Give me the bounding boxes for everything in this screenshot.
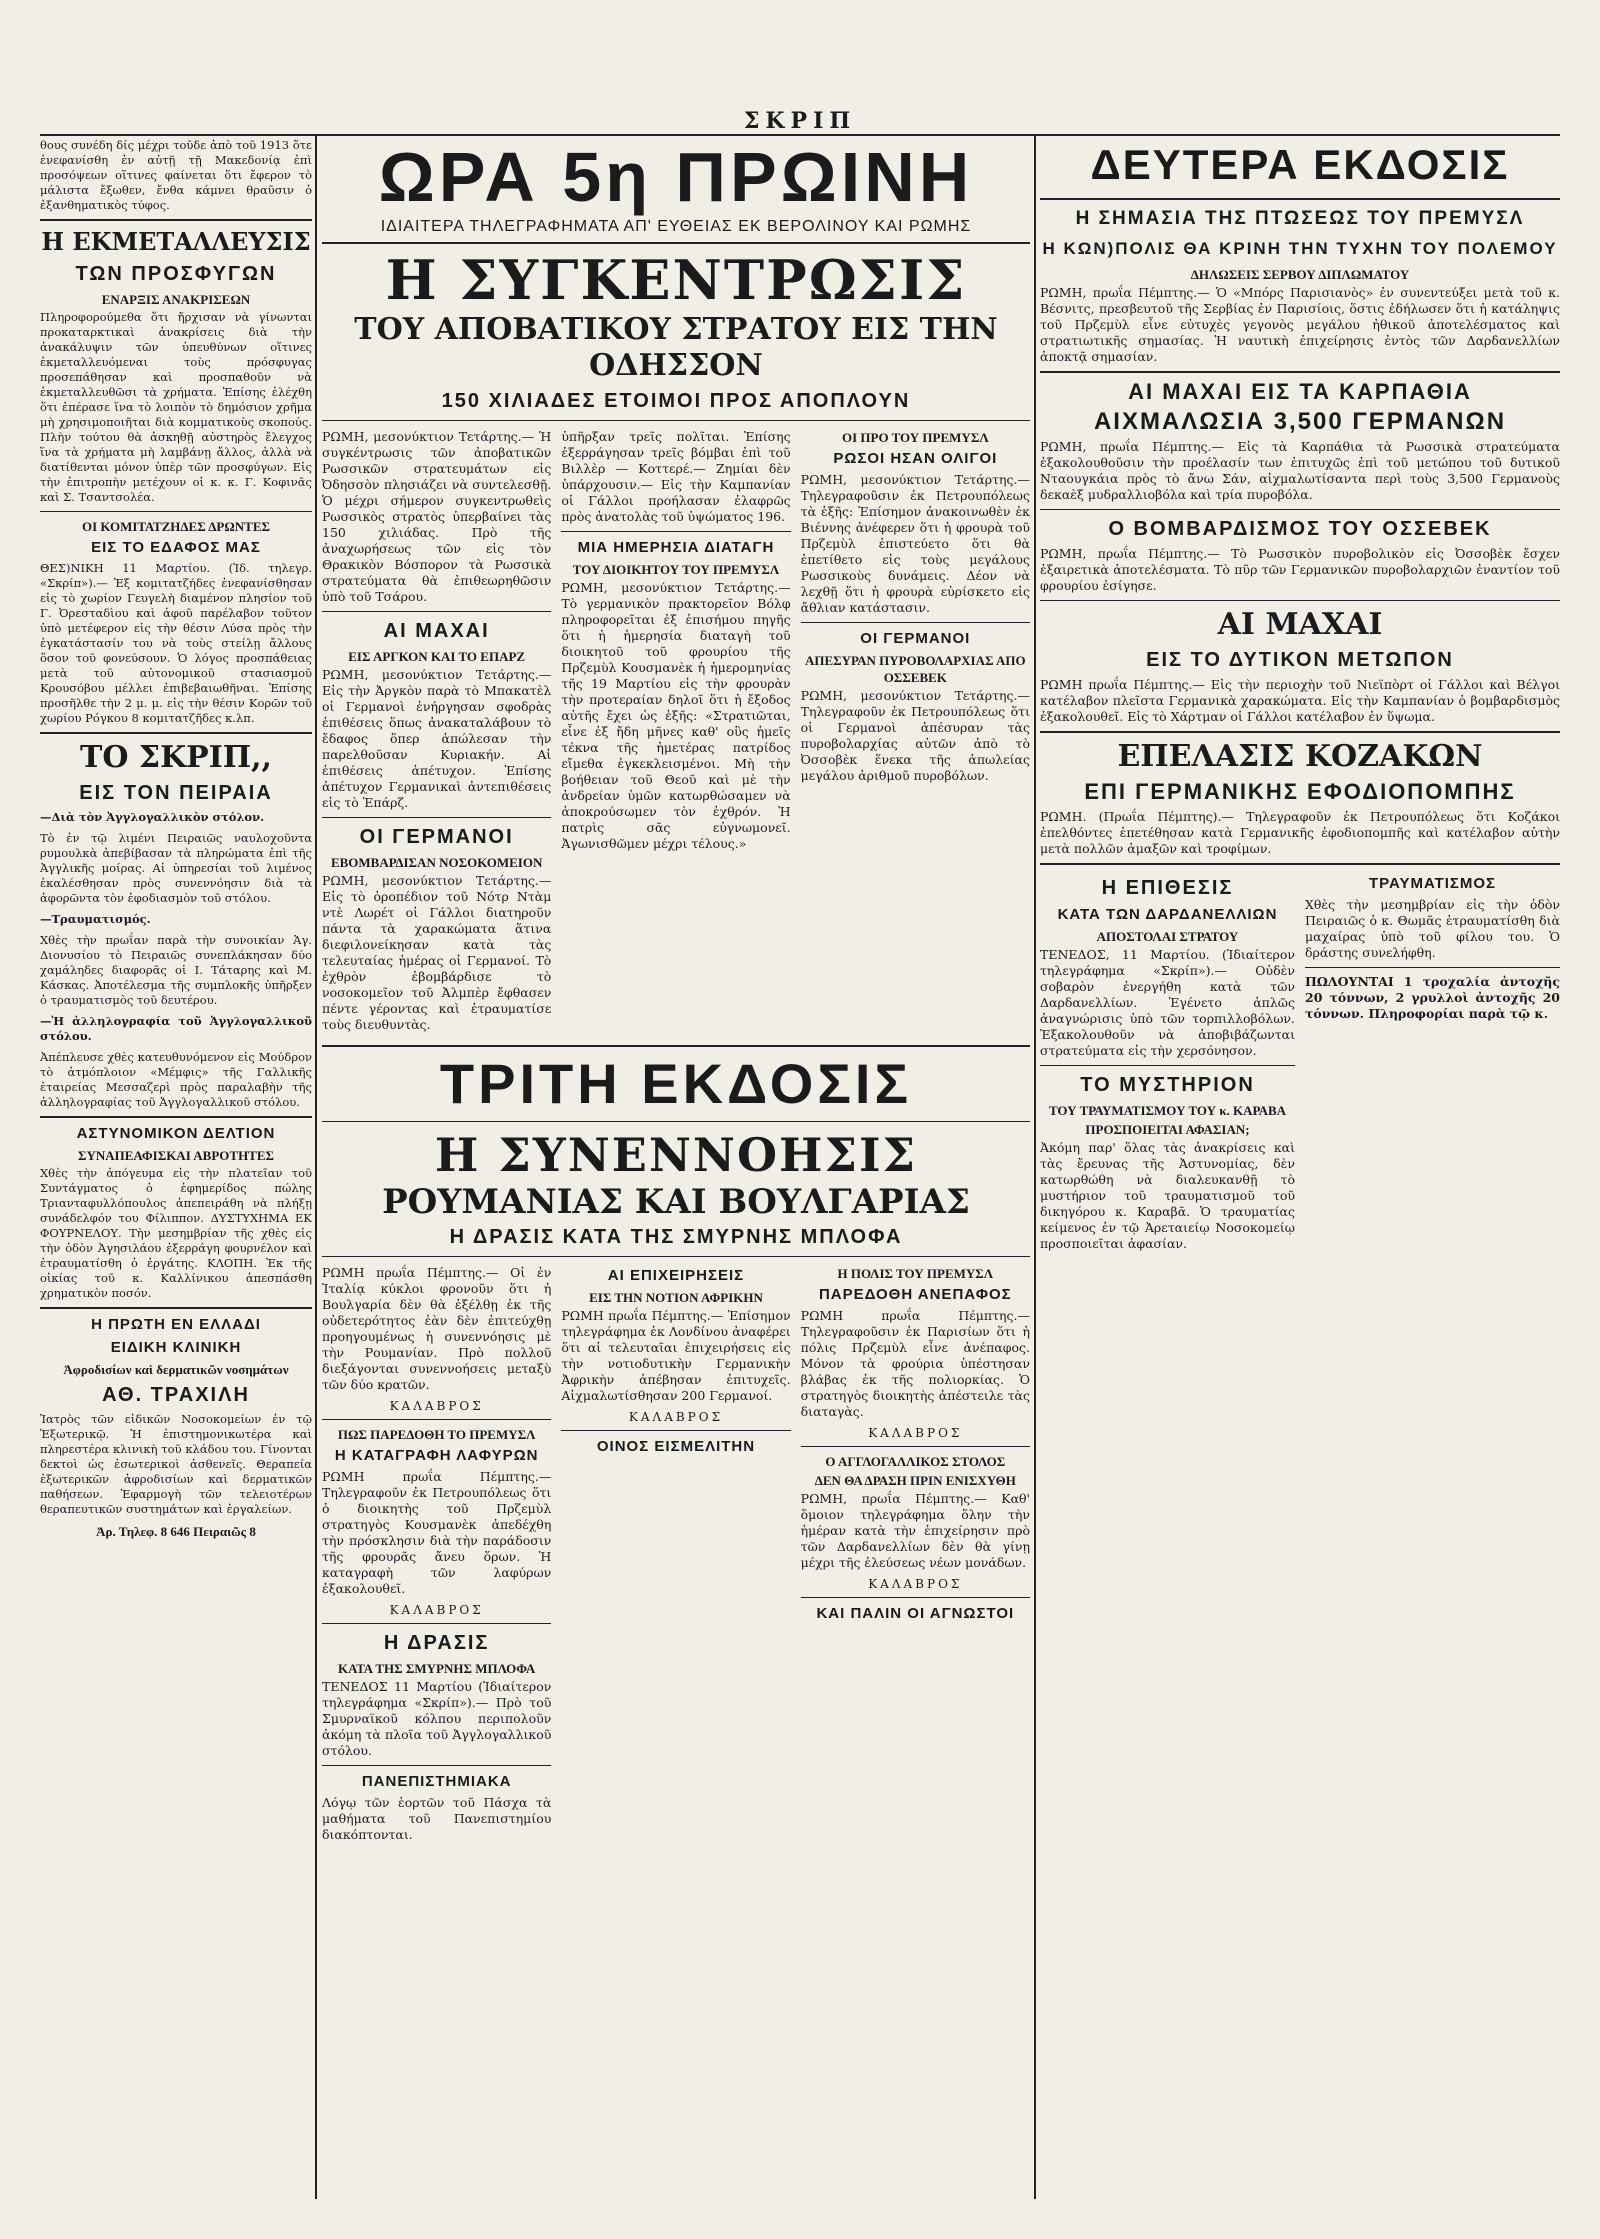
headline: ΟΙΝΟΣ ΕΙΣΜΕΛΙΤΗΝ <box>596 1438 756 1455</box>
article-text: ΡΩΜΗ πρωΐα Πέμπτης.— Ἐπίσημον τηλεγράφημα ἐκ Λονδίνου ἀναφέρει ὅτι αἱ τελευταῖαι ἐπιχειρήσεις εἰς τὴν νοτιοδυτικὴν Γερμανικὴν Ἀφρικὴν ἀπέβησαν ἐπιτυχεῖς. Αἰχμαλωτίσθησαν 200 Γερμανοί. <box>561 1308 791 1403</box>
article-text: ΘΕΣ)ΝΙΚΗ 11 Μαρτίου. (Ἰδ. τηλεγρ. «Σκρίπ»).— Ἐξ κομιτατζήδες ἐνεφανίσθησαν εἰς τὸ χωρίον Γευγελὴ διαμένον πλησίον τοῦ Γ. Ὀρεσταδὶου καὶ ἀφοῦ παρέλαβον τοῦτον ὑπὸ μετέφερον εἰς τὴν θέσιν Λύσα πρὸς τὴν ἐγκατάστασίν του νὰ τοὺς στείλῃ ἄλλους ὅσον τοῦ φονεύσουν. Ὁ λόγος προσπάθειας μετὰ τοῦ αὐτονομικοῦ στασιασμοῦ Κρουσόβου μέλλει ἐπιβεβαιωθῆναι. Ἐπίσης προσῆλθε τὴν 2 μ. μ. εἰς τὴν θέσιν Κορῶν τοῦ χωρίου Ρόγκου 8 κομιτατζῆδες κ.λπ. <box>40 561 312 725</box>
subheadline: ΕΙΣ ΑΡΓΚΟΝ ΚΑΙ ΤΟ ΕΠΑΡΖ <box>348 649 526 664</box>
subheadline: ΤΟΥ ΔΙΟΙΚΗΤΟΥ ΤΟΥ ΠΡΕΜΥΣΛ <box>572 562 780 577</box>
column-rule-left <box>315 136 317 2199</box>
article-skrip-piraeus <box>40 740 312 1110</box>
kicker: ΠΡΟΣΠΟΙΕΙΤΑΙ ΑΦΑΣΙΑΝ; <box>1085 1122 1250 1137</box>
divider <box>561 1430 790 1431</box>
article-text: ΡΩΜΗ, μεσονύκτιον Τετάρτης.— Τὸ γερμανικὸν πρακτορεῖον Βόλφ πληροφορεῖται ἐξ ἐπισήμου πηγῆς ὅτι ἡ ἡμερησία διαταγὴ τοῦ διοικητοῦ τοῦ φρουρίου τῆς Πρζεμὺλ Κουσμανὲκ ἡ ἡμερομηνίας τῆς 19 Μαρτίου εἰς τὴν φρουρὰν τὴν προτεραίαν δηλοῖ ὅτι ἡ ἔξοδος αὐτῆς ἔχει ὡς ἑξῆς: «Στρατιῶται, εἶνε ἐξ ἤδη μῆνες καθ' οὓς ἡμεῖς τέκνα τῆς ἡμετέρας πατρίδος εἴμεθα ἐγκεκλεισμένοι. Μὴ τὴν βοήθειαν τοῦ Θεοῦ καὶ μὲ τὴν ἀνδρείαν ὑμῶν κατωρθώσαμεν νὰ ἀποκρούσωμεν τὸν ἐχθρόν. Ἡ πατρὶς σᾶς εὐγνωμονεῖ. Ἀγωνισθῶμεν μέχρι τέλους.» <box>561 580 791 851</box>
masthead-title: ΣΚΡΙΠ <box>743 108 857 134</box>
divider <box>801 1597 1030 1598</box>
kicker: —Διὰ τὸν Ἀγγλογαλλικὸν στόλον. <box>40 810 265 824</box>
headline: ΚΑΙ ΠΑΛΙΝ ΟΙ ΑΓΝΩΣΤΟΙ <box>816 1605 1015 1622</box>
divider <box>40 1307 312 1309</box>
divider <box>1040 371 1560 373</box>
article-text: ΡΩΜΗ, πρωΐα Πέμπτης.— Καθ' ὅμοιον τηλεγράφημα ὅλην τὴν ἡμέραν κατὰ τὴν ἐπιχείρησιν πρὸ τῶν Δαρδανελλίων δὲν θὰ γίνῃ μέχρι τῆς ἐλεύσεως νέων μονάδων. <box>800 1491 1030 1570</box>
byline: ΚΑΛΑΒΡΟΣ <box>628 1410 724 1424</box>
column-center <box>322 136 1030 1849</box>
article-text: Τὸ ἐν τῷ λιμένι Πειραιῶς ναυλοχοῦντα ρυμουλκὰ ἀπεβίβασαν τὰ πληρώματα ἐπὶ τῆς Ἀγγλικῆς μοίρας. Αἱ ὑπηρεσίαι τοῦ λιμένος ἐκαλέσθησαν πρὸς συνεννόησιν διὰ τὰ ἀφορῶντα τὸν ἐφοδιασμὸν τοῦ στόλου. <box>40 831 312 905</box>
article-text: ὑπῆρξαν τρεῖς πολῖται. Ἐπίσης ἐξερράγησαν τρεῖς βόμβαι ἐπὶ τοῦ Βιλλὲρ — Κοττερέ.— Ζημίαι δὲν ὑπάρχουσιν.— Εἰς τὴν Καμπανίαν οἱ Γάλλοι προήλασαν ἐλαφρῶς πρὸς ἀνατολὰς τοῦ ὑψώματος 196. <box>561 429 791 524</box>
subheadline: ΕΙΣ ΤΟΝ ΠΕΙΡΑΙΑ <box>79 782 273 804</box>
column-rule-right <box>1034 136 1036 2199</box>
lead-kicker: 150 ΧΙΛΙΑΔΕΣ ΕΤΟΙΜΟΙ ΠΡΟΣ ΑΠΟΠΛΟΥΝ <box>441 390 911 412</box>
article-text: ΡΩΜΗ, μεσονύκτιον Τετάρτης.— Εἰς τὸ ὀροπέδιον τοῦ Νότρ Ντὰμ ντὲ Λωρέτ οἱ Γάλλοι διατηροῦν πάντα τὰ χαρακώματα ἅτινα διεφιλονείκησαν κατὰ τὰς τελευταίας ἡμέρας οἱ Γερμανοί. Τὸ ἐχθρὸν ἐβομβάρδισε τὸ νοσοκομεῖον τοῦ Ἀλμπὲρ ἔφθασεν πέντε γέροντας καὶ ἐτραυματίσε τοὺς διευθυντὰς. <box>322 873 552 1032</box>
lead-col-1 <box>322 427 551 1039</box>
article-text: ΡΩΜΗ, μεσονύκτιον Τετάρτης.— Ἡ συγκέντρωσις τῶν ἀποβατικῶν Ρωσσικῶν στρατευμάτων εἰς Ὀδησσὸν πλησιάζει νὰ συντελεσθῇ. Ὁ μέχρι σήμερον συγκεντρωθεὶς Ρωσσικὸς στρατὸς ὑπερβαίνει τὰς 150 χιλιάδας. Πρὸ τῆς ἀναχωρήσεως τῶν εἰς τὸν Θρακικὸν Βόσπορον τὰ Ρωσσικὰ στρατεύματα θὰ ἐπιθεωρηθῶσιν ὑπὸ τοῦ Τσάρου. <box>322 429 552 604</box>
subheadline: ΕΠΙ ΓΕΡΜΑΝΙΚΗΣ ΕΦΟΔΙΟΠΟΜΠΗΣ <box>1084 779 1516 804</box>
headline: ΕΠΕΛΑΣΙΣ ΚΟΖΑΚΩΝ <box>1117 739 1483 774</box>
divider <box>1305 967 1560 968</box>
accord-kicker: Η ΔΡΑΣΙΣ ΚΑΤΑ ΤΗΣ ΣΜΥΡΝΗΣ ΜΠΛΟΦΑ <box>449 1226 903 1248</box>
divider <box>1040 863 1560 865</box>
byline: ΚΑΛΑΒΡΟΣ <box>389 1603 484 1617</box>
divider <box>322 817 551 818</box>
subheadline: ΕΙΣ ΤΗΝ ΝΟΤΙΟΝ ΑΦΡΙΚΗΝ <box>589 1290 763 1305</box>
bottom-col-1 <box>1040 871 1295 1258</box>
article-text: ΡΩΜΗ πρωΐα Πέμπτης.— Εἰς τὴν περιοχὴν τοῦ Νιεϊπὸρτ οἱ Γάλλοι καὶ Βέλγοι κατέλαβον πλεῖστα Γερμανικὰ χαρακώματα. Εἰς τὴν Καμπανίαν ὁ βομβαρδισμὸς ἐξακολουθεῖ. Εἰς τὸ Χάρτμαν οἱ Γάλλοι κατέλαβον ἐν ὕψωμα. <box>1040 677 1560 724</box>
classified-notice: ΠΩΛΟΥΝΤΑΙ 1 τροχαλία ἀντοχῆς 20 τόννων, 2 γρυλλοὶ ἀντοχῆς 20 τόννων. Πληροφορίαι παρὰ τῷ κ. <box>1305 974 1560 1021</box>
headline: ΟΙ ΠΡΟ ΤΟΥ ΠΡΕΜΥΣΛ <box>841 430 989 445</box>
article-cossacks <box>1040 739 1560 857</box>
article-text: ΡΩΜΗ πρωΐα Πέμπτης.— Τηλεγραφοῦν ἐκ Πετρουπόλεως ὅτι ὁ διοικητὴς τοῦ Πρζεμὺλ στρατηγὸς Κουσμανὲκ ἀπεδέχθη τὴν πρόσκλησιν διὰ τὴν παράδοσιν τῆς φρουρᾶς ἄνευ ὅρων. Ἡ καταγραφὴ τῶν λαφύρων ἐξακολουθεῖ. <box>322 1469 552 1596</box>
subheadline: ΚΑΤΑ ΤΩΝ ΔΑΡΔΑΝΕΛΛΙΩΝ <box>1057 906 1278 923</box>
headline: Η ΕΚΜΕΤΑΛΛΕΥΣΙΣ <box>41 227 311 256</box>
headline: Η ΕΠΙΘΕΣΙΣ <box>1101 877 1234 899</box>
clinic-address: Ἀρ. Τηλεφ. 8 646 Πειραιῶς 8 <box>96 1524 256 1539</box>
headline: ΑΙ ΜΑΧΑΙ <box>383 620 490 642</box>
divider <box>801 1446 1030 1447</box>
headline: ΤΡΑΥΜΑΤΙΣΜΟΣ <box>1368 875 1497 892</box>
headline: ΟΙ ΚΟΜΙΤΑΤΖΗΔΕΣ ΔΡΩΝΤΕΣ <box>82 519 270 534</box>
advert-clinic <box>40 1315 312 1540</box>
article-text: ΡΩΜΗ, μεσονύκτιον Τετάρτης.— Τηλεγραφοῦν ἐκ Πετρουπόλεως ὅτι οἱ Γερμανοὶ ἀπέσυραν τὰς πυροβολαρχίας αὐτῶν ἀπὸ τὸ Ὀσσοβὲκ ἕνεκα τῆς ἀπωλείας μεγάλου ἀριθμοῦ πυροβόλων. <box>800 688 1030 783</box>
headline: ΑΙ ΜΑΧΑΙ <box>1217 607 1383 642</box>
subheadline: ΕΙΔΙΚΗ ΚΛΙΝΙΚΗ <box>110 1339 242 1356</box>
lead-col-3 <box>801 427 1030 1039</box>
divider <box>322 1623 551 1624</box>
subheadline: ΕΒΟΜΒΑΡΔΙΣΑΝ ΝΟΣΟΚΟΜΕΙΟΝ <box>330 855 543 870</box>
subheadline: ΔΕΝ ΘΑ ΔΡΑΣΗ ΠΡΙΝ ΕΝΙΣΧΥΘΗ <box>814 1473 1016 1488</box>
headline: Ο ΒΟΜΒΑΡΔΙΣΜΟΣ ΤΟΥ ΟΣΣΕΒΕΚ <box>1108 518 1492 540</box>
subheadline: ΚΑΤΑ ΤΗΣ ΣΜΥΡΝΗΣ ΜΠΛΟΦΑ <box>338 1661 536 1676</box>
headline: ΑΙ ΜΑΧΑΙ ΕΙΣ ΤΑ ΚΑΡΠΑΘΙΑ <box>1128 379 1472 404</box>
article-text: Ἀπέπλευσε χθὲς κατευθυνόμενον εἰς Μούδρον τὸ ἀτμόπλοιον «Μέμφις» τῆς Γαλλικῆς ἑταιρείας Μεσσαζερὶ πρὸς παραλαβὴν τῆς ἀλληλογραφίας τοῦ Ἀγγλογαλλικοῦ στόλου. <box>40 1050 312 1109</box>
divider <box>1040 1065 1295 1066</box>
kicker: ΔΗΛΩΣΕΙΣ ΣΕΡΒΟΥ ΔΙΠΛΩΜΑΤΟΥ <box>1190 267 1410 282</box>
headline: Η ΔΡΑΣΙΣ <box>383 1632 490 1654</box>
article-text: ΡΩΜΗ, πρωΐα Πέμπτης.— Ὁ «Μπόρς Παρισιανὸς» ἐν συνεντεύξει μετὰ τοῦ κ. Βέσνιτς, πρεσβευτοῦ τῆς Σερβίας ἐν Παρισίοις, ὅστις ἐδήλωσεν ὅτι ἡ κατάληψις τοῦ Πρζεμὺλ εἶνε εὐτυχὲς γεγονὸς μεγάλου ἠθικοῦ ἀποτελέσματος καὶ στρατιωτικῆς σημασίας. Ἡ ναυτικὴ ἐπιχείρησις ἐντὸς τῶν Δαρδανελλίων ἀποκτᾷ σημασίαν. <box>1040 285 1560 364</box>
lead-columns <box>322 427 1030 1039</box>
masthead <box>40 108 1560 136</box>
article-text: Ἀκόμη παρ' ὅλας τὰς ἀνακρίσεις καὶ τὰς ἔρευνας τῆς Ἀστυνομίας, δὲν κατωρθώθη νὰ διαλευκανθῇ τὸ μυστήριον τοῦ τραυματισμοῦ τοῦ δικηγόρου κ. Καραβᾶ. Ὁ τραυματίας κείμενος ἐν τῷ Ἀρεταιείῳ Νοσοκομείῳ προσποιεῖται ἀφασίαν. <box>1040 1140 1295 1251</box>
divider <box>322 1256 1030 1257</box>
divider <box>322 1419 551 1420</box>
byline: ΚΑΛΑΒΡΟΣ <box>389 1399 484 1413</box>
article-text: ΤΕΝΕΔΟΣ 11 Μαρτίου (Ἰδιαίτερον τηλεγράφημα «Σκρίπ»).— Πρὸ τοῦ Σμυρναϊκοῦ κόλπου περιπολοῦν ἀκόμη τὰ πλοῖα τοῦ Ἀγγλογαλλικοῦ στόλου. <box>322 1679 552 1758</box>
doctor-name: ΑΘ. ΤΡΑΧΙΛΗ <box>102 1384 250 1406</box>
article-text: Ἰατρὸς τῶν εἰδικῶν Νοσοκομείων ἐν τῷ Ἐξωτερικῷ. Ἡ ἐπιστημονικωτέρα καὶ πληρεστέρα κλινικὴ τοῦ κλάδου του. Γίνονται δεκτοὶ ὡς ἐσωτερικοὶ ἀσθενεῖς. Θεραπεία ἐξωτερικῶν ἀφροδισίων καὶ δερματικῶν παθήσεων. Ἐφαρμογὴ τῶν τελειοτέρων θεραπευτικῶν συστημάτων καὶ ἐργαλείων. <box>40 1412 312 1516</box>
article-text: Λόγῳ τῶν ἑορτῶν τοῦ Πάσχα τὰ μαθήματα τοῦ Πανεπιστημίου διακόπτονται. <box>322 1795 552 1842</box>
divider <box>40 511 312 512</box>
article-text: Χθὲς τὴν μεσημβρίαν εἰς τὴν ὁδὸν Πειραιῶς ὁ κ. Θωμᾶς ἐτραυματίσθη διὰ μαχαίρας ὑπὸ τοῦ φίλου του. Ὁ δράστης συνελήφθη. <box>1305 897 1560 960</box>
headline: ΟΙ ΓΕΡΜΑΝΟΙ <box>359 826 514 848</box>
headline: ΤΟ ΜΥΣΤΗΡΙΟΝ <box>1080 1074 1255 1096</box>
kicker: ΕΝΑΡΞΙΣ ΑΝΑΚΡΙΣΕΩΝ <box>101 292 251 307</box>
divider <box>322 1121 1030 1122</box>
kicker: ΣΥΝΑΠΕΑΦΙΣΚΑΙ ΑΒΡΟΤΗΤΕΣ <box>77 1148 275 1163</box>
subheadline: ΤΩΝ ΠΡΟΣΦΥΓΩΝ <box>75 263 277 285</box>
divider <box>801 622 1030 623</box>
headline: Η ΠΟΛΙΣ ΤΟΥ ΠΡΕΜΥΣΛ <box>837 1266 994 1281</box>
accord-headline: Η ΣΥΝΕΝΝΟΗΣΙΣ <box>434 1128 918 1182</box>
kicker: ΑΠΟΣΤΟΛΑΙ ΣΤΡΑΤΟΥ <box>1096 929 1239 944</box>
article-text: Χθὲς τὴν πρωΐαν παρὰ τὴν συνοικίαν Ἁγ. Διονυσίου τὸ Πειραιῶς συνεπλάκησαν δύο χαμάληδες διαφορᾶς οἱ Ι. Τάταρης καὶ Μ. Κάσκας. Ἀποτέλεσμα τῆς συμπλοκῆς ὑπῆρξεν ὁ τραυματισμὸς τοῦ δευτέρου. <box>40 933 312 1007</box>
accord-col-3 <box>801 1263 1030 1849</box>
article-police <box>40 1124 312 1301</box>
bottom-columns <box>1040 871 1560 1258</box>
article-text: ΡΩΜΗ πρωΐα Πέμπτης.— Τηλεγραφοῦσιν ἐκ Παρισίων ὅτι ἡ πόλις Πρζεμὺλ εἶνε ἀνέπαφος. Μόνον τὰ φρούρια ὑπέστησαν βλάβας ἐκ τῆς πολιορκίας. Ὁ στρατηγὸς διοικητὴς ἀπέστειλε τὰς διαταγὰς. <box>800 1308 1030 1419</box>
kicker: —Ἡ ἀλληλογραφία τοῦ Ἀγγλογαλλικοῦ στόλου. <box>40 1014 312 1043</box>
divider <box>322 611 551 612</box>
divider <box>40 1116 312 1118</box>
edition-headline: ΔΕΥΤΕΡΑ ΕΚΔΟΣΙΣ <box>1090 141 1510 188</box>
article-text: ΡΩΜΗ. (Πρωΐα Πέμπτης).— Τηλεγραφοῦν ἐκ Πετρουπόλεως ὅτι Κοζάκοι ἐπελθόντες ἐπετέθησαν κατὰ Γερμανικῆς ἐφοδιοπομπῆς καὶ κατέλαβον αὐτὴν μετὰ πολλῶν ἁμαξῶν καὶ τροφίμων. <box>1040 809 1560 856</box>
subheadline: Η ΚΩΝ)ΠΟΛΙΣ ΘΑ ΚΡΙΝΗ ΤΗΝ ΤΥΧΗΝ ΤΟΥ ΠΟΛΕΜΟΥ <box>1042 239 1558 258</box>
kicker: —Τραυματισμός. <box>40 912 151 926</box>
subheadline: ΑΙΧΜΑΛΩΣΙΑ 3,500 ΓΕΡΜΑΝΩΝ <box>1093 408 1507 435</box>
banner-subheadline: ΙΔΙΑΙΤΕΡΑ ΤΗΛΕΓΡΑΦΗΜΑΤΑ ΑΠ' ΕΥΘΕΙΑΣ ΕΚ ΒΕΡΟΛΙΝΟΥ ΚΑΙ ΡΩΜΗΣ <box>380 218 972 235</box>
divider <box>561 531 790 532</box>
divider <box>40 732 312 734</box>
edition-headline: ΤΡΙΤΗ ΕΚΔΟΣΙΣ <box>439 1052 913 1115</box>
subheadline: ΤΟΥ ΤΡΑΥΜΑΤΙΣΜΟΥ ΤΟΥ κ. ΚΑΡΑΒΑ <box>1048 1103 1287 1118</box>
column-left <box>40 136 312 1542</box>
article-text: ΡΩΜΗ, πρωΐα Πέμπτης.— Εἰς τὰ Καρπάθια τὰ Ρωσσικὰ στρατεύματα ἐξακολουθοῦσιν τὴν προέλασίν των ἐπιτυχῶς ἐπὶ τοῦ μετώπου τοῦ δυτικοῦ Νταουγκάια πρὸς τὸ ἄνω Σάν, αἰχμαλωτίσαντα περὶ τοὺς 3,500 Γερμανοὺς δεκαὲξ μυδραλλιοβόλα καὶ τρία πυροβόλα. <box>1040 439 1560 502</box>
subheadline: ΡΩΣΟΙ ΗΣΑΝ ΟΛΙΓΟΙ <box>833 450 998 467</box>
byline: ΚΑΛΑΒΡΟΣ <box>868 1426 963 1440</box>
accord-subheadline: ΡΟΥΜΑΝΙΑΣ ΚΑΙ ΒΟΥΛΓΑΡΙΑΣ <box>382 1182 970 1222</box>
article-carpathians <box>1040 379 1560 503</box>
kicker: Ἀφροδισίων καὶ δερματικῶν νοσημάτων <box>63 1362 289 1377</box>
headline: ΜΙΑ ΗΜΕΡΗΣΙΑ ΔΙΑΤΑΓΗ <box>577 539 775 556</box>
headline: ΑΣΤΥΝΟΜΙΚΟΝ ΔΕΛΤΙΟΝ <box>76 1125 276 1142</box>
divider <box>40 219 312 221</box>
subheadline: ΠΑΡΕΔΟΘΗ ΑΝΕΠΑΦΟΣ <box>818 1286 1012 1303</box>
article-komitatzides <box>40 518 312 726</box>
divider <box>1040 600 1560 601</box>
banner-headline: ΩΡΑ 5η ΠΡΩΙΝΗ <box>378 138 974 216</box>
divider <box>1040 509 1560 510</box>
article-text: θους συνέδη δίς μέχρι τοῦδε ἀπὸ τοῦ 1913 ὅτε ἐνεφανίσθη ἐν αὐτῇ τῇ Μακεδονίᾳ ἐπὶ προσόψεων οἵτινες φαίνεται ὅτι ἔφερον τὸ μάλιστα ἔξωθεν, ἔνθα κάμνει θραῦσιν ὁ ἐξανθηματικὸς τύφος. <box>40 138 312 212</box>
headline: ΤΟ ΣΚΡΙΠ,, <box>80 740 272 775</box>
article-text: ΡΩΜΗ, πρωΐα Πέμπτης.— Τὸ Ρωσσικὸν πυροβολικὸν εἰς Ὀσσοβὲκ ἔσχεν ἐξαιρετικὰ ἀποτελέσματα. Τὸ πῦρ τῶν Γερμανικῶν πυροβολαρχιῶν ἐναντίον τοῦ φρουρίου ἐσίγησε. <box>1040 546 1560 593</box>
article-ossevek <box>1040 516 1560 594</box>
subheadline: ΕΙΣ ΤΟ ΔΥΤΙΚΟΝ ΜΕΤΩΠΟΝ <box>1146 649 1454 671</box>
kicker: ΠΩΣ ΠΑΡΕΔΟΘΗ ΤΟ ΠΡΕΜΥΣΛ <box>337 1427 536 1442</box>
divider <box>1040 731 1560 733</box>
article-text: Πληροφορούμεθα ὅτι ἤρχισαν νὰ γίνωνται προκαταρκτικαὶ ἀνακρίσεις διὰ τὴν ἀνακάλυψιν τῶν ὑπευθύνων οἵτινες ἐκμεταλλευόμεναι τοὺς πρόσφυγας προσεπάθησαν καὶ προσπαθοῦν νὰ ἐκμεταλλευθῶσι τὰ χρήματα. Ἐπίσης ἐλέχθη ὅτι ἐπέρασε ἵνα τὸ λοιπὸν τὸ δημόσιον χρῆμα μὴ χρησιμοποιῆται διὰ κομματικοὺς σκοπούς. Πλὴν τούτου θὰ ἀσκηθῇ αὐστηρὸς ἔλεγχος ἵνα τὰ χρήματα μὴ λαμβάνῃ ἄλλος, ἀλλὰ νὰ διατίθενται μόνον ὑπὲρ τῶν προσφύγων. Εἰς τὴν ἐπιτροπὴν μετέχουν οἱ κ. κ. Γ. Κοφινᾶς καὶ Σ. Τσαντσολέα. <box>40 310 312 504</box>
lead-col-2 <box>561 427 790 1039</box>
divider <box>322 1045 1030 1047</box>
article-text: ΡΩΜΗ πρωΐα Πέμπτης.— Οἱ ἐν Ἰταλίᾳ κύκλοι φρονοῦν ὅτι ἡ Βουλγαρία δὲν θὰ ἐξέλθῃ ἐκ τῆς οὐδετερότητος ἐὰν δὲν ἐπιτεύχθῃ προηγουμένως ἡ συνεννόησις μὲ τὴν Ρουμανίαν. Πρὸ πολλοῦ διεξάγονται συνεννοήσεις μεταξὺ τῶν δύο κρατῶν. <box>322 1265 552 1392</box>
headline: Η ΣΗΜΑΣΙΑ ΤΗΣ ΠΤΩΣΕΩΣ ΤΟΥ ΠΡΕΜΥΣΛ <box>1075 208 1525 229</box>
article-text: ΤΕΝΕΔΟΣ, 11 Μαρτίου. (Ἰδιαίτερον τηλεγράφημα «Σκρίπ»).— Οὐδὲν σοβαρὸν ἐνεργήθη κατὰ τῶν Δαρδανελλίων. Ἐγένετο ἁπλῶς ἀναγνώρισις ὑπὸ τῶν τορπιλλοβόλων. Ἐξακολουθοῦν νὰ ἀποβιβάζωνται στρατεύματα εἰς τὴν χερσόνησον. <box>1040 947 1295 1058</box>
subheadline: ΑΠΕΣΥΡΑΝ ΠΥΡΟΒΟΛΑΡΧΙΑΣ ΑΠΟ ΟΣΣΕΒΕΚ <box>805 653 1026 685</box>
lead-subheadline: ΤΟΥ ΑΠΟΒΑΤΙΚΟΥ ΣΤΡΑΤΟΥ ΕΙΣ ΤΗΝ ΟΔΗΣΣΟΝ <box>354 312 998 383</box>
divider <box>322 1765 551 1766</box>
article-text: Χθὲς τὴν ἀπόγευμα εἰς τὴν πλατεῖαν τοῦ Συντάγματος ὁ ἐφημερίδος πώλης Τριανταφυλλόπουλος ἀπεπειράθη νὰ πλήξῃ συνάδελφόν του Φίλιππον. ΔΥΣΤΥΧΗΜΑ ΕΚ ΦΟΥΡΝΕΛΟΥ. Τὴν μεσημβρίαν τῆς χθὲς εἰς τὴν ὁδὸν Ἀγησιλάου ἐξερράγη φουρνέλον καὶ ἐτραυματίσθη ὁ ἐργάτης. ΚΛΟΠΗ. Ἐκ τῆς οἰκίας τοῦ κ. Καλλίνικου ἀπεσπάσθη χρηματικὸν ποσόν. <box>40 1166 312 1300</box>
article-text: ΡΩΜΗ, μεσονύκτιον Τετάρτης.— Εἰς τὴν Ἀργκὸν παρὰ τὸ Μπακατὲλ οἱ Γερμανοὶ ἐνήργησαν σφοδρὰς ἐπιθέσεις ὅπως ἀνακαταλάβουν τὸ ἔδαφος ὅπερ ἀπώλεσαν τὴν παρελθοῦσαν Κυριακήν. Αἱ ἐπιθέσεις ἀπέτυχον. Ἐπίσης ἀπέτυχον Γερμανικαὶ ἀντεπιθέσεις εἰς τὸ Ἐπάρζ. <box>322 667 552 810</box>
article-refugees <box>40 227 312 505</box>
divider <box>1040 198 1560 200</box>
headline: ΟΙ ΓΕΡΜΑΝΟΙ <box>860 630 971 647</box>
headline: Η ΠΡΩΤΗ ΕΝ ΕΛΛΑΔΙ <box>91 1316 261 1333</box>
divider <box>322 420 1030 421</box>
headline: Η ΚΑΤΑΓΡΑΦΗ ΛΑΦΥΡΩΝ <box>334 1447 539 1464</box>
headline: ΠΑΝΕΠΙΣΤΗΜΙΑΚΑ <box>361 1773 512 1790</box>
accord-col-2 <box>561 1263 790 1849</box>
lead-headline: Η ΣΥΓΚΕΝΤΡΩΣΙΣ <box>385 248 967 312</box>
subheadline: ΕΙΣ ΤΟ ΕΔΑΦΟΣ ΜΑΣ <box>91 539 261 556</box>
headline: ΑΙ ΕΠΙΧΕΙΡΗΣΕΙΣ <box>607 1267 745 1284</box>
byline: ΚΑΛΑΒΡΟΣ <box>868 1577 963 1591</box>
headline: Ο ΑΓΓΛΟΓΑΛΛΙΚΟΣ ΣΤΟΛΟΣ <box>825 1454 1006 1469</box>
divider <box>322 242 1030 244</box>
article-text: ΡΩΜΗ, μεσονύκτιον Τετάρτης.— Τηλεγραφοῦσιν ἐκ Πετρουπόλεως τὰ ἑξῆς: Ἐπίσημον ἀνακοινωθὲν ἐκ Βιέννης ἀνέφερεν ὅτι ἡ φρουρὰ τοῦ Πρζεμὺλ ἐπιστεύετο ὅτι θὰ ἐπετίθετο εἰς τοὺς μεγάλους Ρωσσικοὺς δυνάμεις. Δέον νὰ λεχθῇ ὅτι ἡ φρουρὰ εὑρίσκετο εἰς ἄθλιαν κατάστασιν. <box>800 472 1030 615</box>
article-west <box>1040 607 1560 725</box>
accord-col-1 <box>322 1263 551 1849</box>
accord-columns <box>322 1263 1030 1849</box>
column-right <box>1040 136 1560 1258</box>
bottom-col-2 <box>1305 871 1560 1258</box>
